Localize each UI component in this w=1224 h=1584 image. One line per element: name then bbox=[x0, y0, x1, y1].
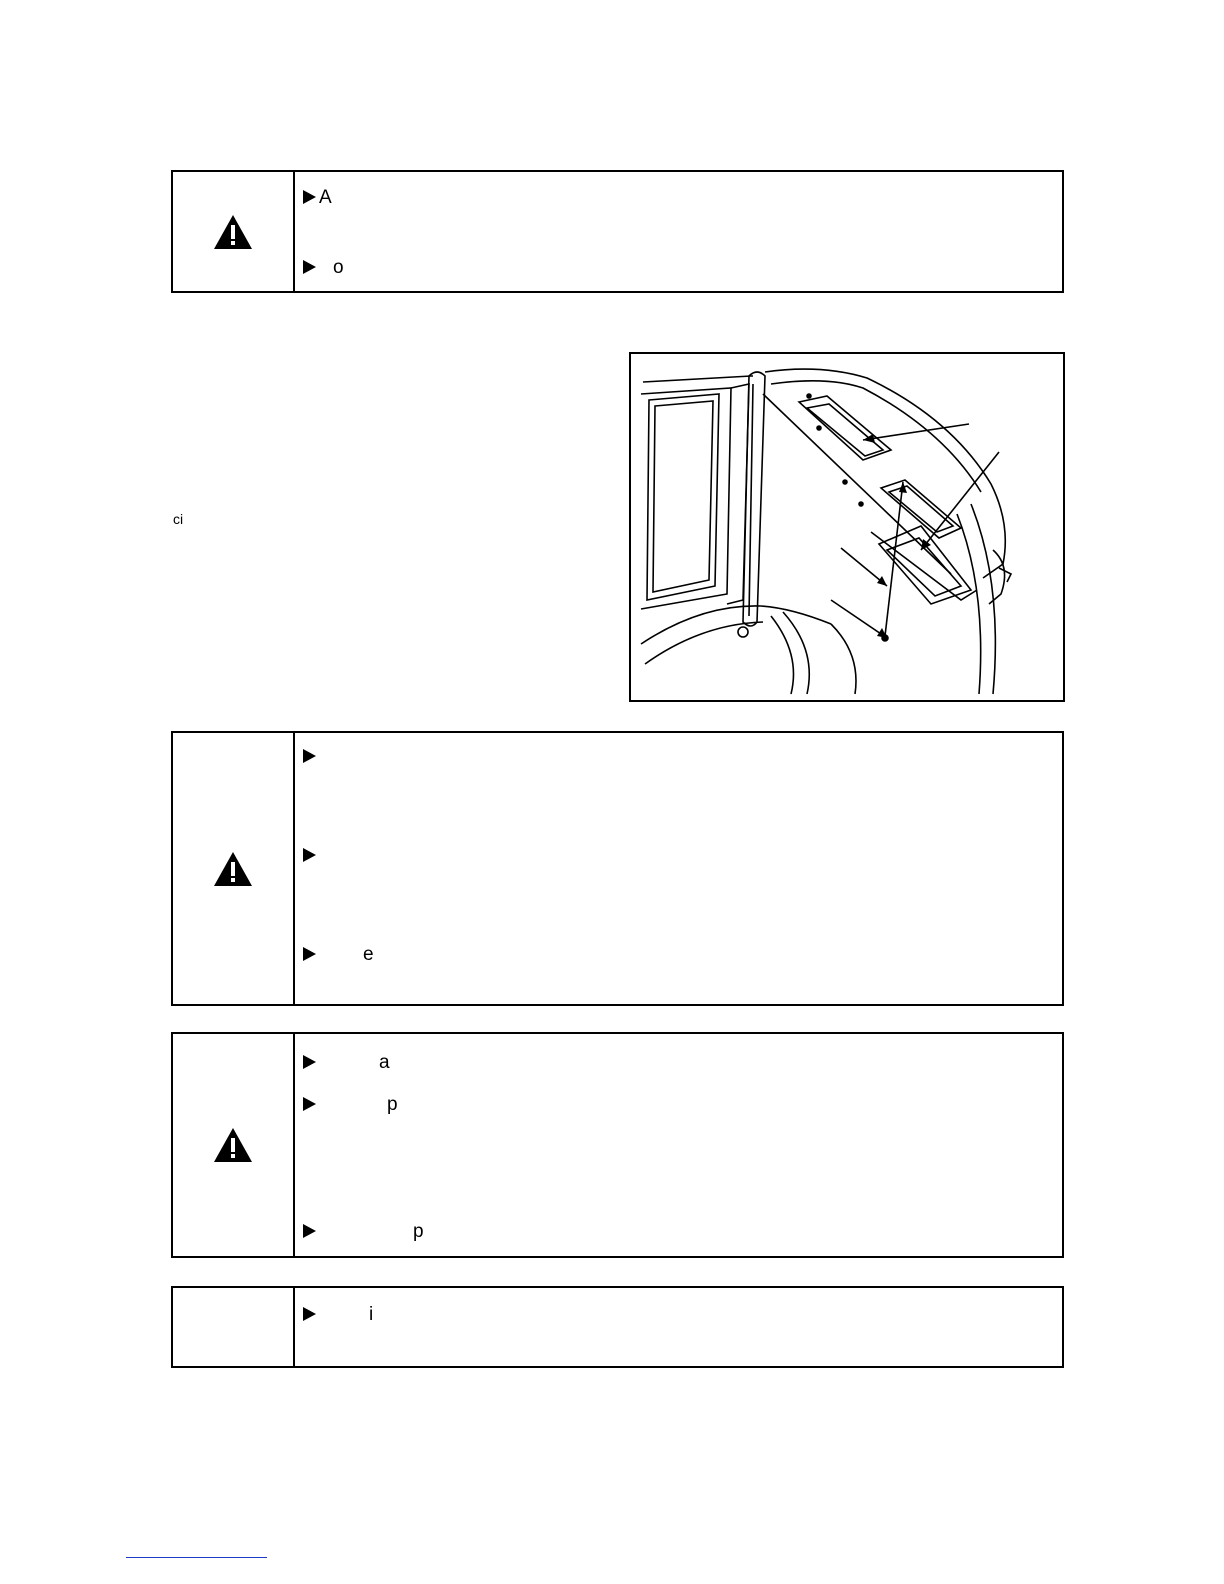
bullet-text: a bbox=[379, 1052, 390, 1073]
bullet-text: A bbox=[319, 187, 332, 208]
bullet-text: p bbox=[387, 1094, 398, 1115]
bullet-line bbox=[303, 746, 316, 768]
warning-box-3 bbox=[171, 1032, 1064, 1258]
warning-triangle-icon bbox=[212, 213, 254, 251]
bullet-line bbox=[303, 1304, 374, 1326]
warning-icon-cell bbox=[173, 172, 295, 291]
right-triangle-arrow-icon bbox=[303, 1055, 316, 1069]
bullet-text: i bbox=[369, 1304, 374, 1325]
warning-triangle-icon bbox=[212, 850, 254, 888]
warning-triangle-icon bbox=[212, 1126, 254, 1164]
footer-link-underline[interactable] bbox=[126, 1557, 267, 1558]
right-triangle-arrow-icon bbox=[303, 190, 316, 204]
warning-box-2 bbox=[171, 731, 1064, 1006]
bullet-line bbox=[303, 1052, 390, 1074]
bullet-line bbox=[303, 187, 332, 209]
bullet-text: e bbox=[363, 944, 374, 965]
bullet-line bbox=[303, 257, 344, 279]
bullet-line bbox=[303, 1094, 398, 1116]
note-box bbox=[171, 1286, 1064, 1368]
warning-box-1 bbox=[171, 170, 1064, 293]
right-triangle-arrow-icon bbox=[303, 947, 316, 961]
right-triangle-arrow-icon bbox=[303, 848, 316, 862]
bullet-line bbox=[303, 845, 316, 867]
right-triangle-arrow-icon bbox=[303, 1097, 316, 1111]
right-triangle-arrow-icon bbox=[303, 1224, 316, 1238]
bullet-line bbox=[303, 944, 374, 966]
stray-text: ci bbox=[173, 511, 184, 527]
bullet-text: o bbox=[333, 257, 344, 278]
bullet-text: p bbox=[413, 1221, 424, 1242]
warning-icon-cell bbox=[173, 733, 295, 1004]
appliance-line-drawing bbox=[631, 354, 1063, 700]
warning-icon-cell bbox=[173, 1034, 295, 1256]
right-triangle-arrow-icon bbox=[303, 749, 316, 763]
right-triangle-arrow-icon bbox=[303, 1307, 316, 1321]
right-triangle-arrow-icon bbox=[303, 260, 316, 274]
bullet-line bbox=[303, 1221, 424, 1243]
technical-illustration bbox=[629, 352, 1065, 702]
empty-icon-cell bbox=[173, 1288, 295, 1366]
